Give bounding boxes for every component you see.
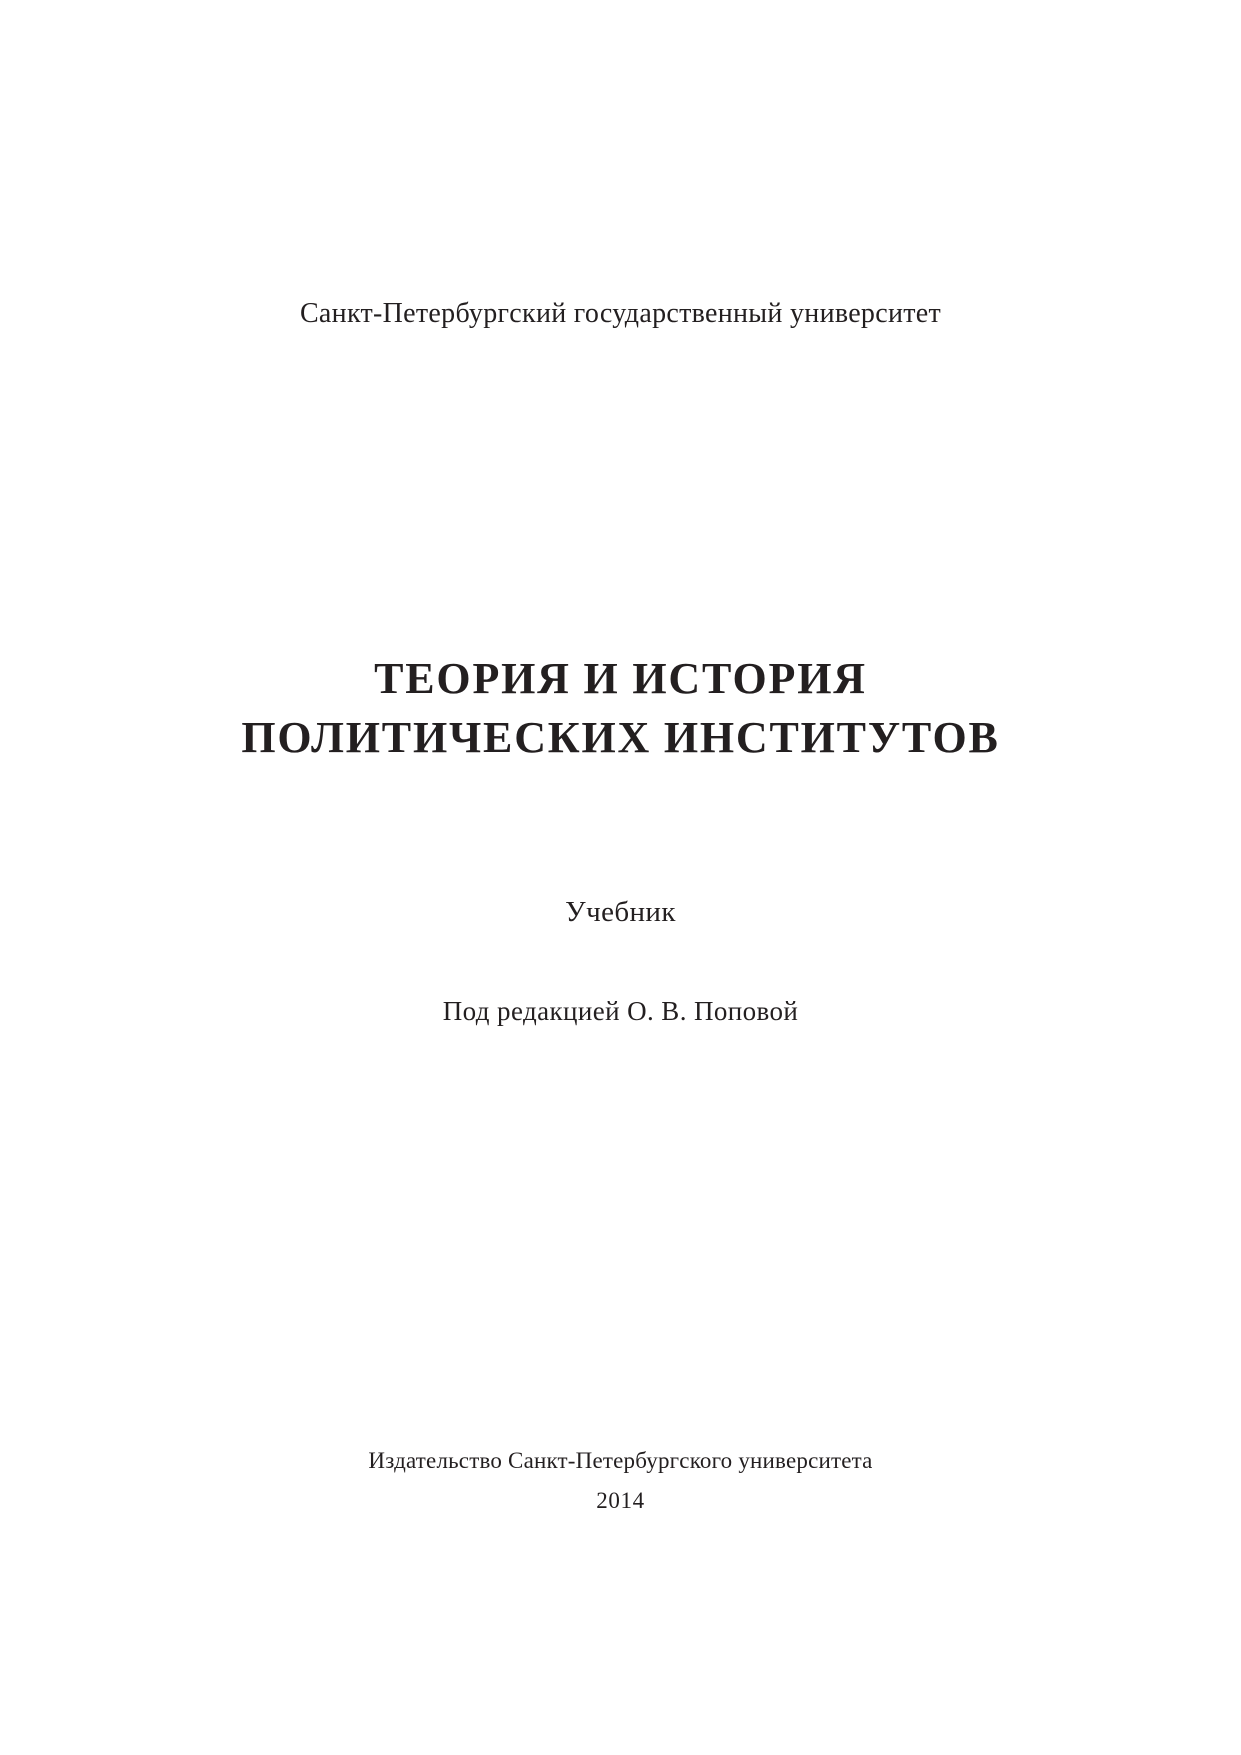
- university-name: Санкт-Петербургский государственный университет: [299, 298, 942, 329]
- book-title-line-1: ТЕОРИЯ И ИСТОРИЯ: [374, 654, 867, 703]
- publisher-name: Издательство Санкт-Петербургского университета: [368, 1448, 873, 1473]
- publication-year: 2014: [596, 1488, 645, 1513]
- book-genre: Учебник: [565, 896, 676, 928]
- book-title-line-2: ПОЛИТИЧЕСКИХ ИНСТИТУТОВ: [241, 713, 1000, 762]
- editor-credit: Под редакцией О. В. Поповой: [442, 996, 799, 1026]
